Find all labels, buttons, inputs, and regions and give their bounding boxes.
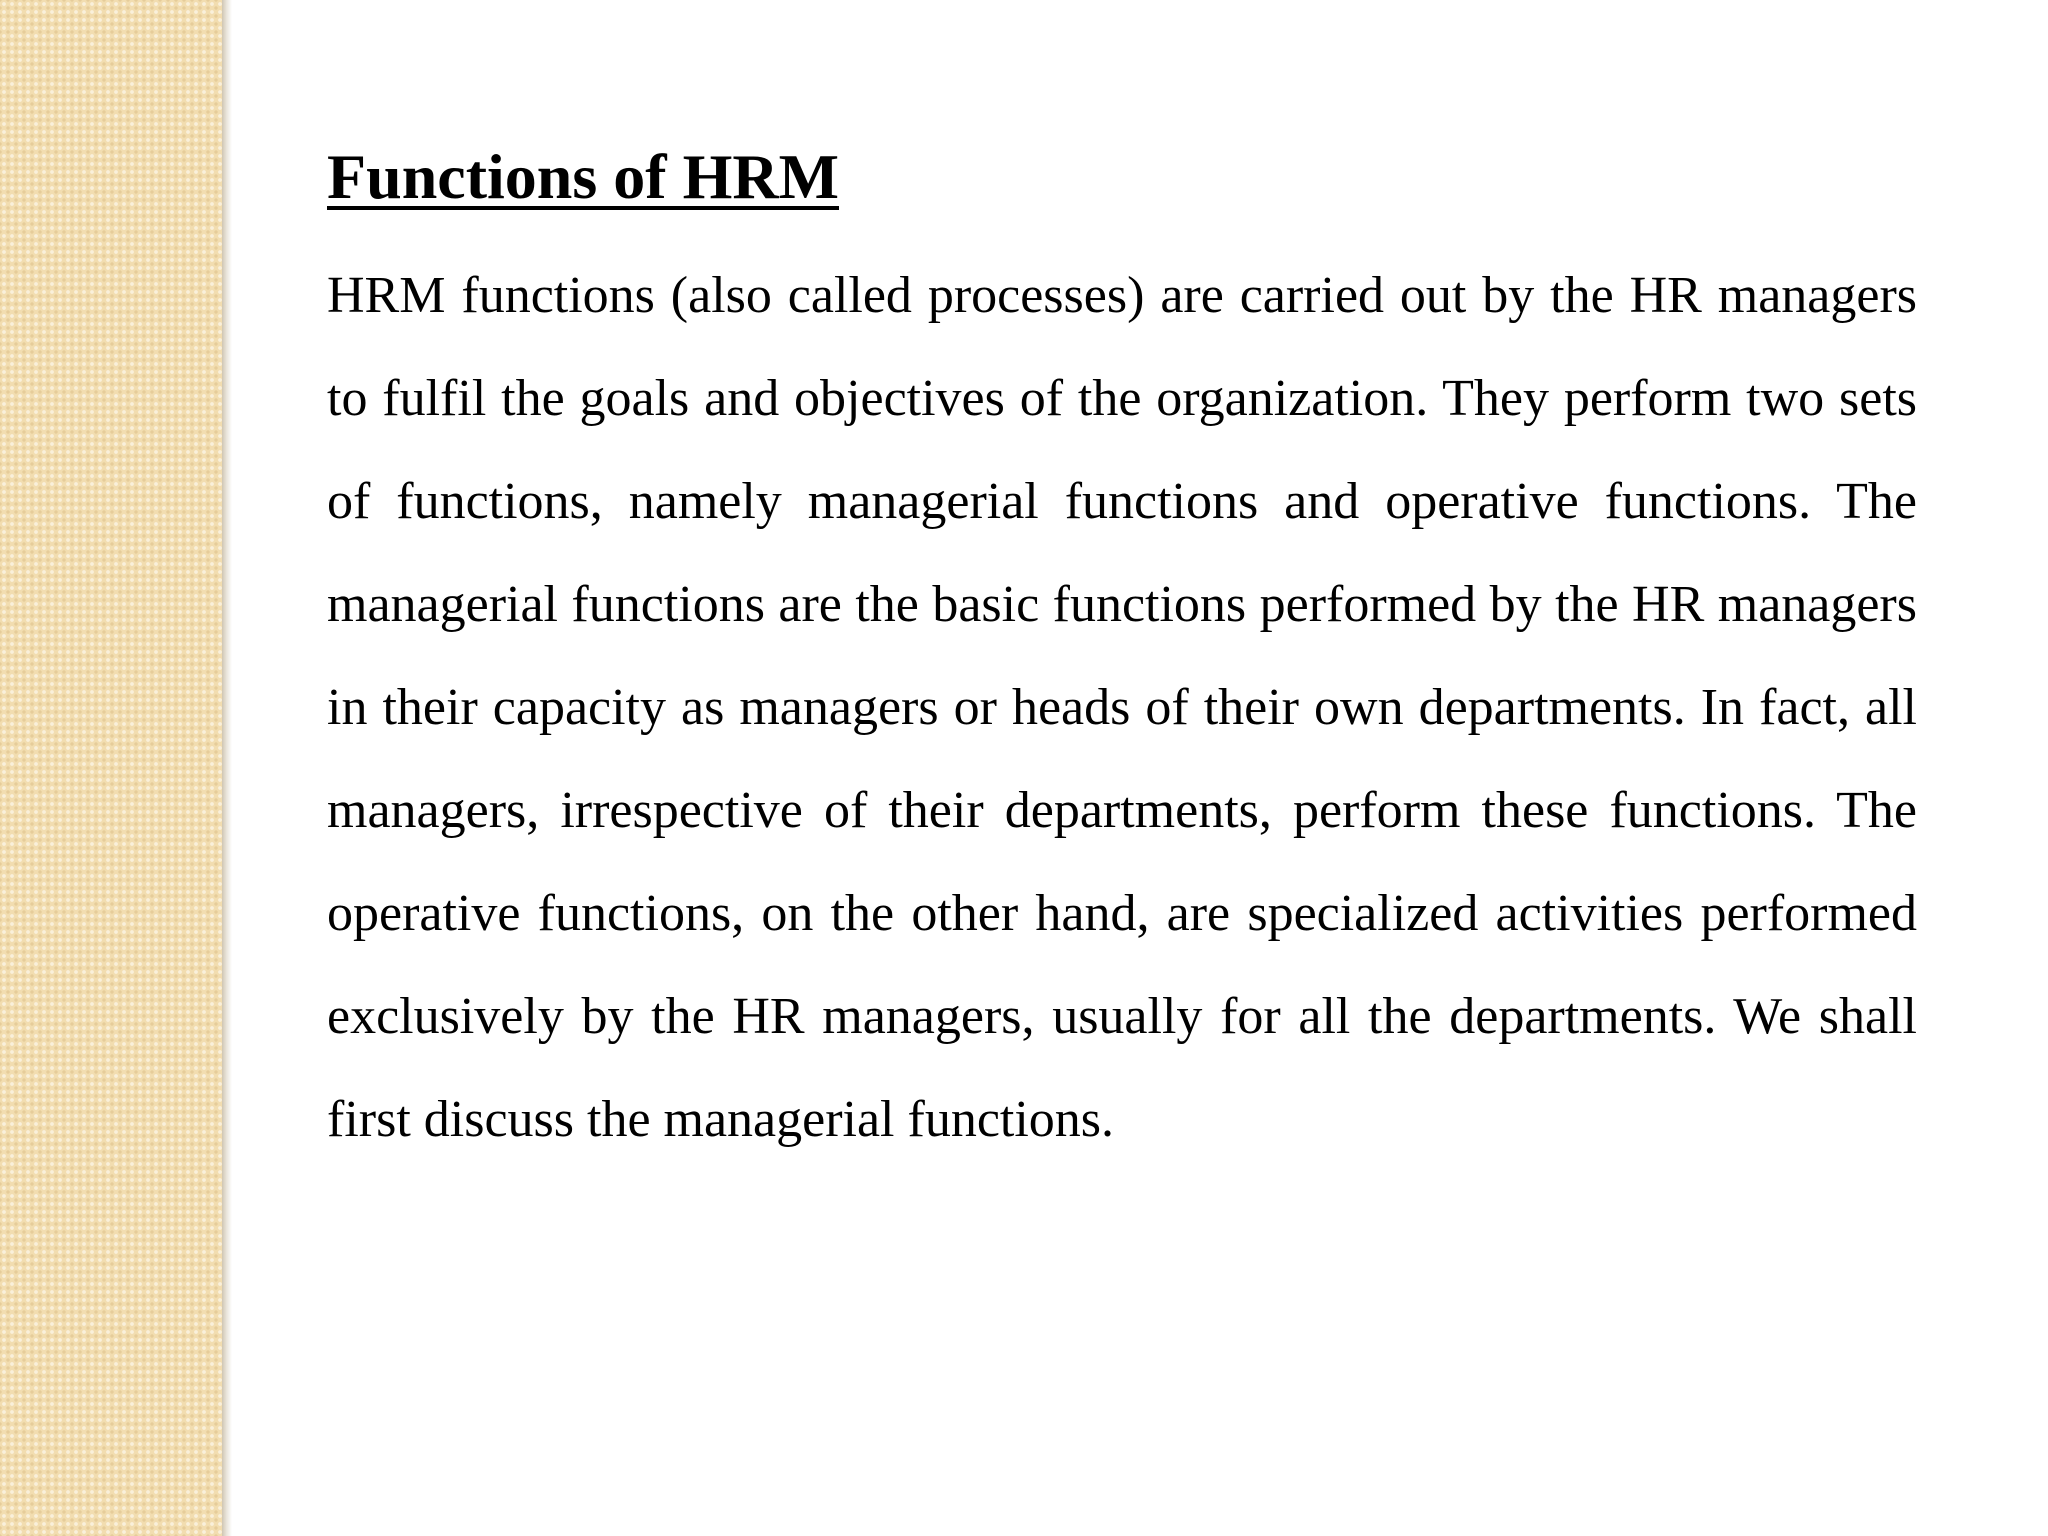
slide-title: Functions of HRM <box>327 141 839 212</box>
decorative-side-strip <box>0 0 222 1536</box>
side-strip-shadow <box>222 0 232 1536</box>
slide-paragraph: HRM functions (also called processes) are carried out by the HR managers to fulfil the goals and objectives of the organization. They perform two sets of functions, namely managerial functions and operative functions. The managerial functions are the basic functions performed by the HR managers in their capacity as managers or heads of their own departments. In fact, all managers, irrespective of their departments, perform these functions. The operative functions, on the other hand, are specialized activities performed exclusively by the HR managers, usually for all the departments. We shall first discuss the managerial functions. <box>327 267 1917 1148</box>
slide-content <box>327 136 1917 1171</box>
